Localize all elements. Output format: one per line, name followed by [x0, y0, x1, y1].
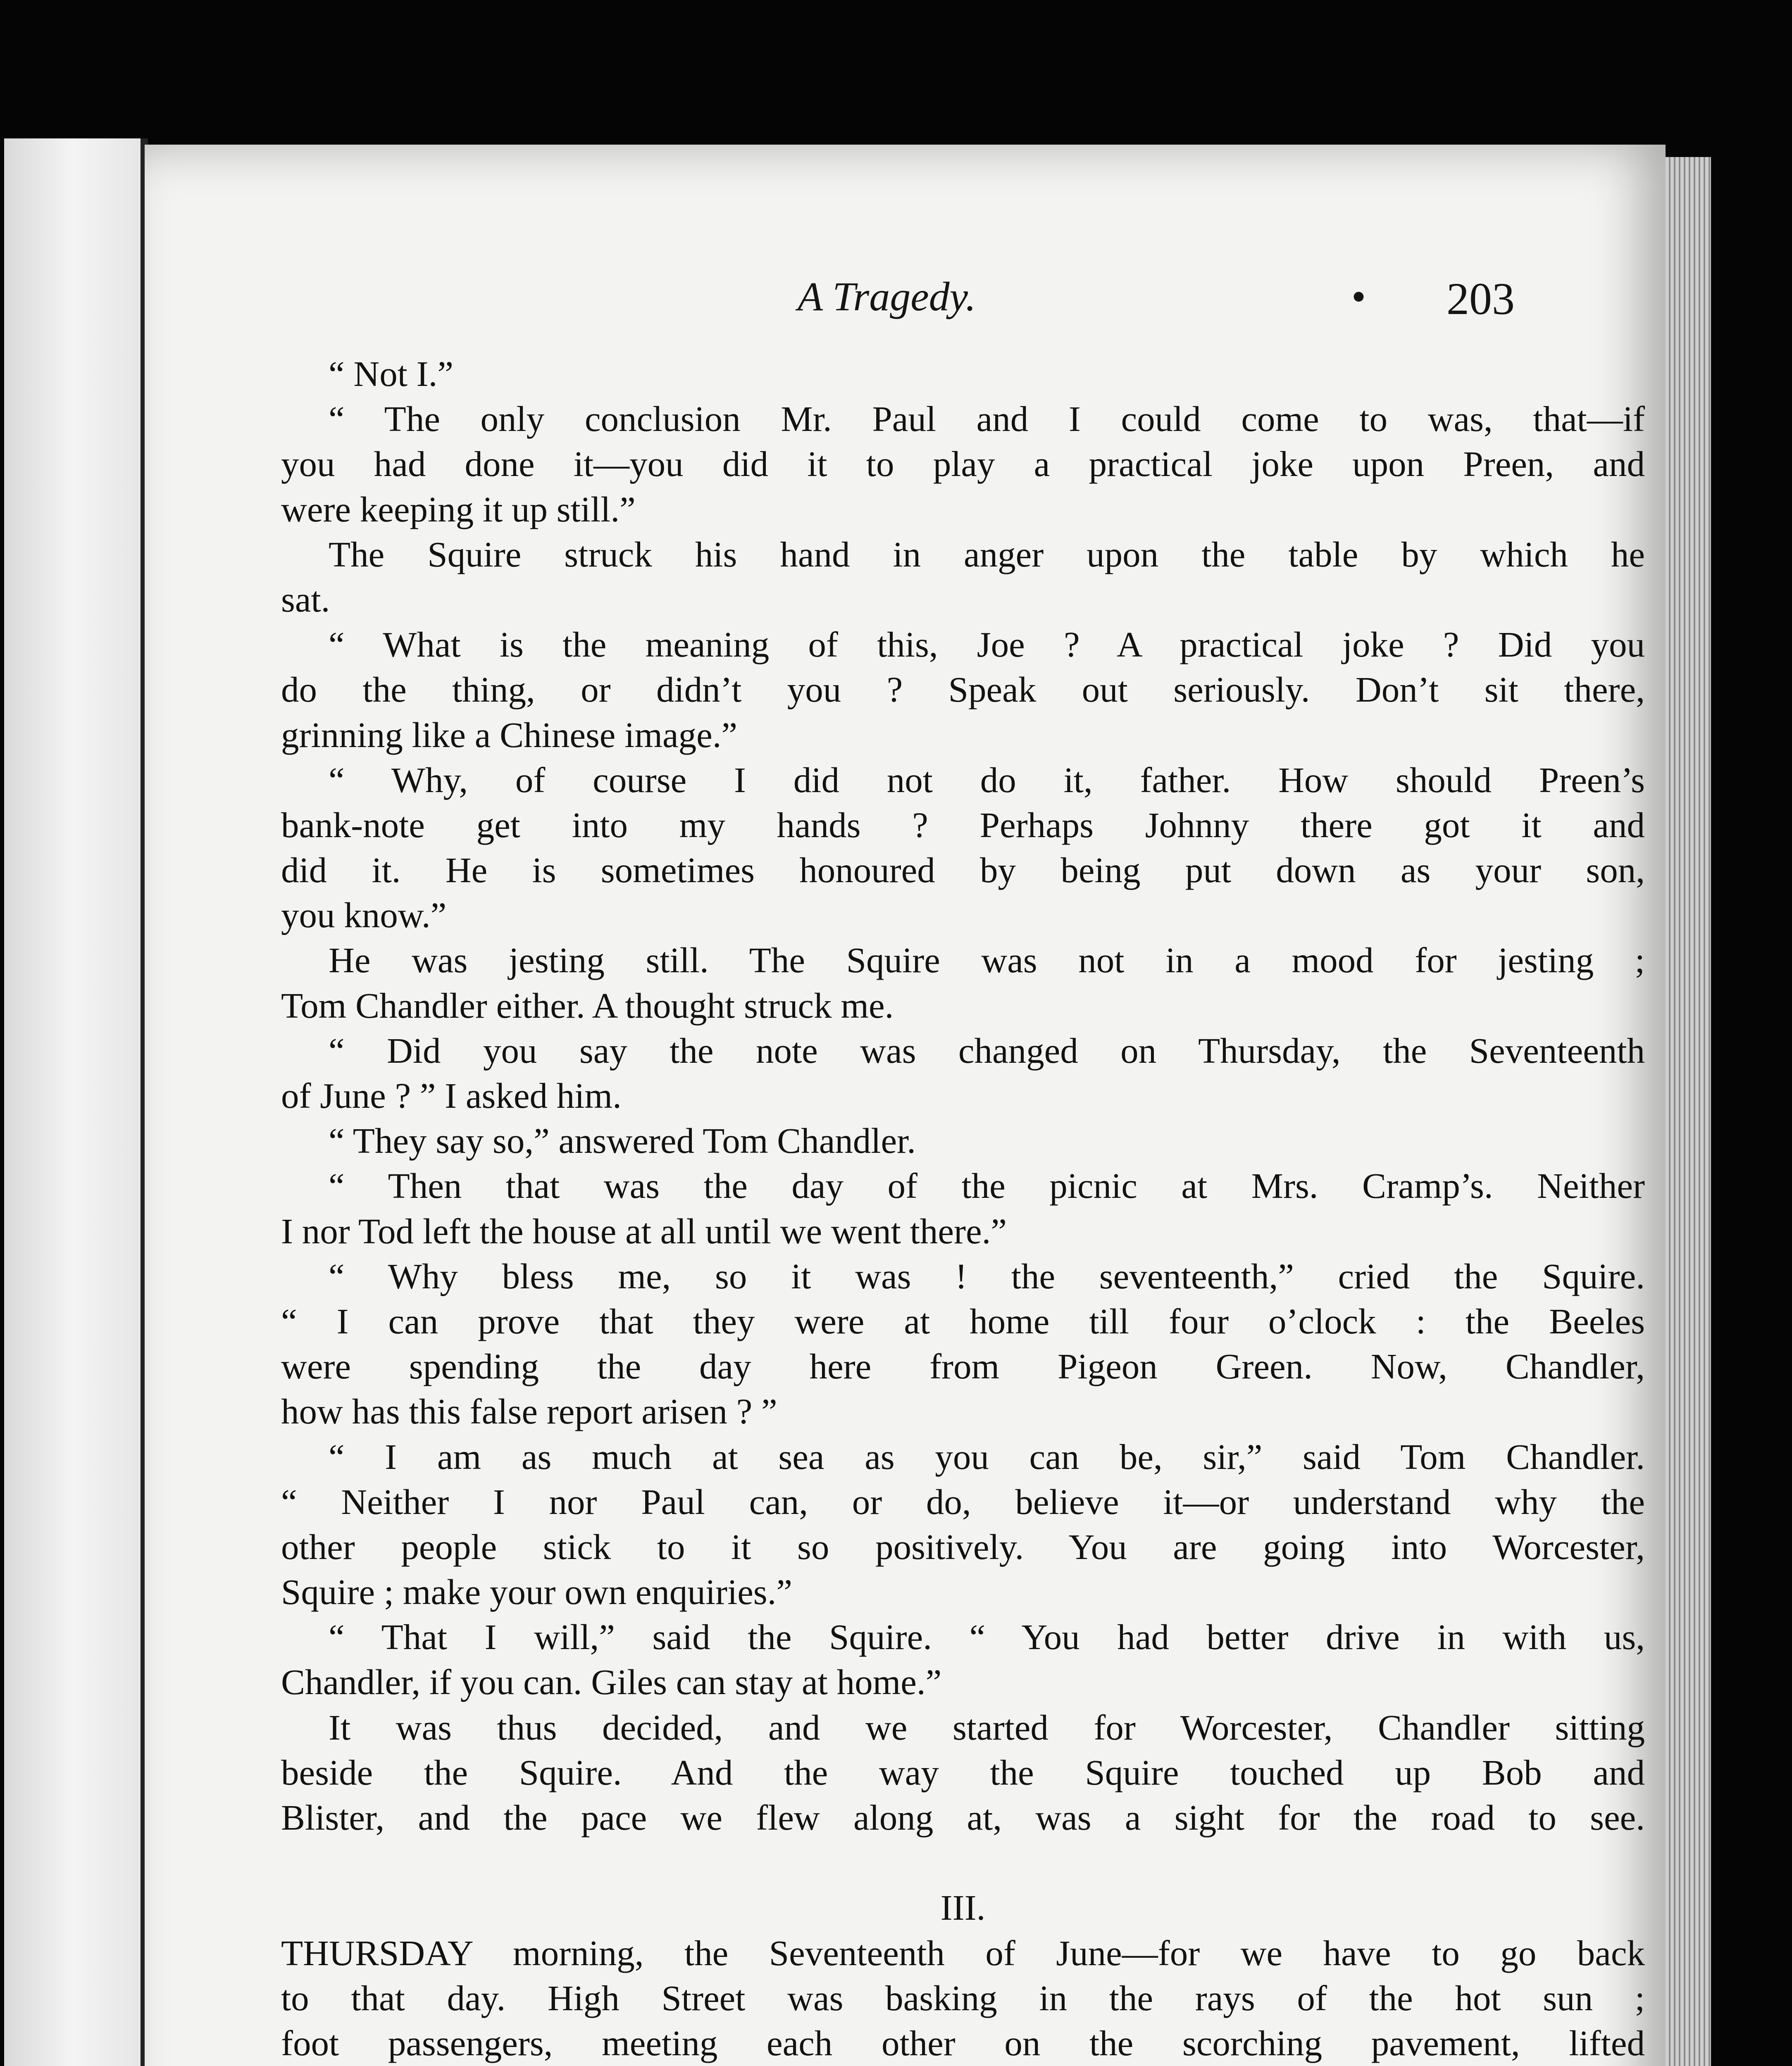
- text-line: you know.”: [281, 895, 447, 935]
- page-number: 203: [1446, 274, 1515, 324]
- text-line: “ They say so,” answered Tom Chandler.: [329, 1121, 916, 1161]
- text-line: foot passengers, meeting each other on the scorching pavement, lifted: [281, 2023, 1645, 2063]
- text-line: other people stick to it so positively. You are going into Worcester,: [281, 1526, 1645, 1567]
- text-line: sat.: [281, 579, 330, 619]
- page-header: [145, 273, 1666, 339]
- text-line: The Squire struck his hand in anger upon the table by which he: [329, 534, 1645, 574]
- text-line: do the thing, or didn’t you ? Speak out seriously. Don’t sit there,: [281, 669, 1645, 710]
- text-line: beside the Squire. And the way the Squire touched up Bob and: [281, 1752, 1645, 1792]
- text-line: bank-note get into my hands ? Perhaps Johnny there got it and: [281, 805, 1645, 845]
- text-line: “ Not I.”: [329, 354, 453, 394]
- text-line: I nor Tod left the house at all until we went there.”: [281, 1211, 1007, 1251]
- text-line: “ Why, of course I did not do it, father. How should Preen’s: [329, 759, 1645, 800]
- text-line: THURSDAY morning, the Seventeenth of June—for we have to go back: [281, 1933, 1645, 1973]
- section-heading: III.: [940, 1887, 986, 1928]
- text-line: “ That I will,” said the Squire. “ You had better drive in with us,: [329, 1617, 1645, 1657]
- facing-page-edge: [4, 138, 148, 2066]
- text-line: how has this false report arisen ? ”: [281, 1391, 777, 1432]
- book-page: [145, 145, 1666, 2066]
- text-line: were keeping it up still.”: [281, 489, 636, 529]
- text-line: “ The only conclusion Mr. Paul and I could come to was, that—if: [329, 399, 1645, 439]
- text-line: [281, 1840, 1645, 1885]
- text-line: “ Did you say the note was changed on Thursday, the Seventeenth: [329, 1030, 1645, 1071]
- text-line: Squire ; make your own enquiries.”: [281, 1572, 793, 1612]
- text-line: “ Why bless me, so it was ! the seventeenth,” cried the Squire.: [329, 1256, 1645, 1296]
- text-line: “ I am as much at sea as you can be, sir,” said Tom Chandler.: [329, 1436, 1645, 1477]
- text-line: grinning like a Chinese image.”: [281, 714, 738, 755]
- text-line: “ What is the meaning of this, Joe ? A practical joke ? Did you: [329, 624, 1645, 665]
- text-line: It was thus decided, and we started for Worcester, Chandler sitting: [329, 1707, 1645, 1747]
- text-line: Chandler, if you can. Giles can stay at home.”: [281, 1662, 942, 1702]
- text-line: of June ? ” I asked him.: [281, 1076, 622, 1116]
- text-line: Tom Chandler either. A thought struck me.: [281, 985, 894, 1026]
- body-text: [281, 351, 1645, 2066]
- header-bullet: •: [1351, 274, 1366, 319]
- text-line: Blister, and the pace we flew along at, was a sight for the road to see.: [281, 1797, 1645, 1838]
- text-line: “ I can prove that they were at home till four o’clock : the Beeles: [281, 1301, 1645, 1341]
- text-line: “ Then that was the day of the picnic at Mrs. Cramp’s. Neither: [329, 1166, 1645, 1206]
- text-line: He was jesting still. The Squire was not in a mood for jesting ;: [329, 940, 1645, 981]
- text-line: you had done it—you did it to play a practical joke upon Preen, and: [281, 444, 1645, 484]
- text-line: to that day. High Street was basking in the rays of the hot sun ;: [281, 1978, 1645, 2018]
- page-block-edge: [1666, 157, 1711, 2066]
- text-line: were spending the day here from Pigeon Green. Now, Chandler,: [281, 1346, 1645, 1387]
- text-line: “ Neither I nor Paul can, or do, believe it—or understand why the: [281, 1481, 1645, 1522]
- running-title: A Tragedy.: [798, 274, 976, 319]
- text-line: did it. He is sometimes honoured by being put down as your son,: [281, 850, 1645, 890]
